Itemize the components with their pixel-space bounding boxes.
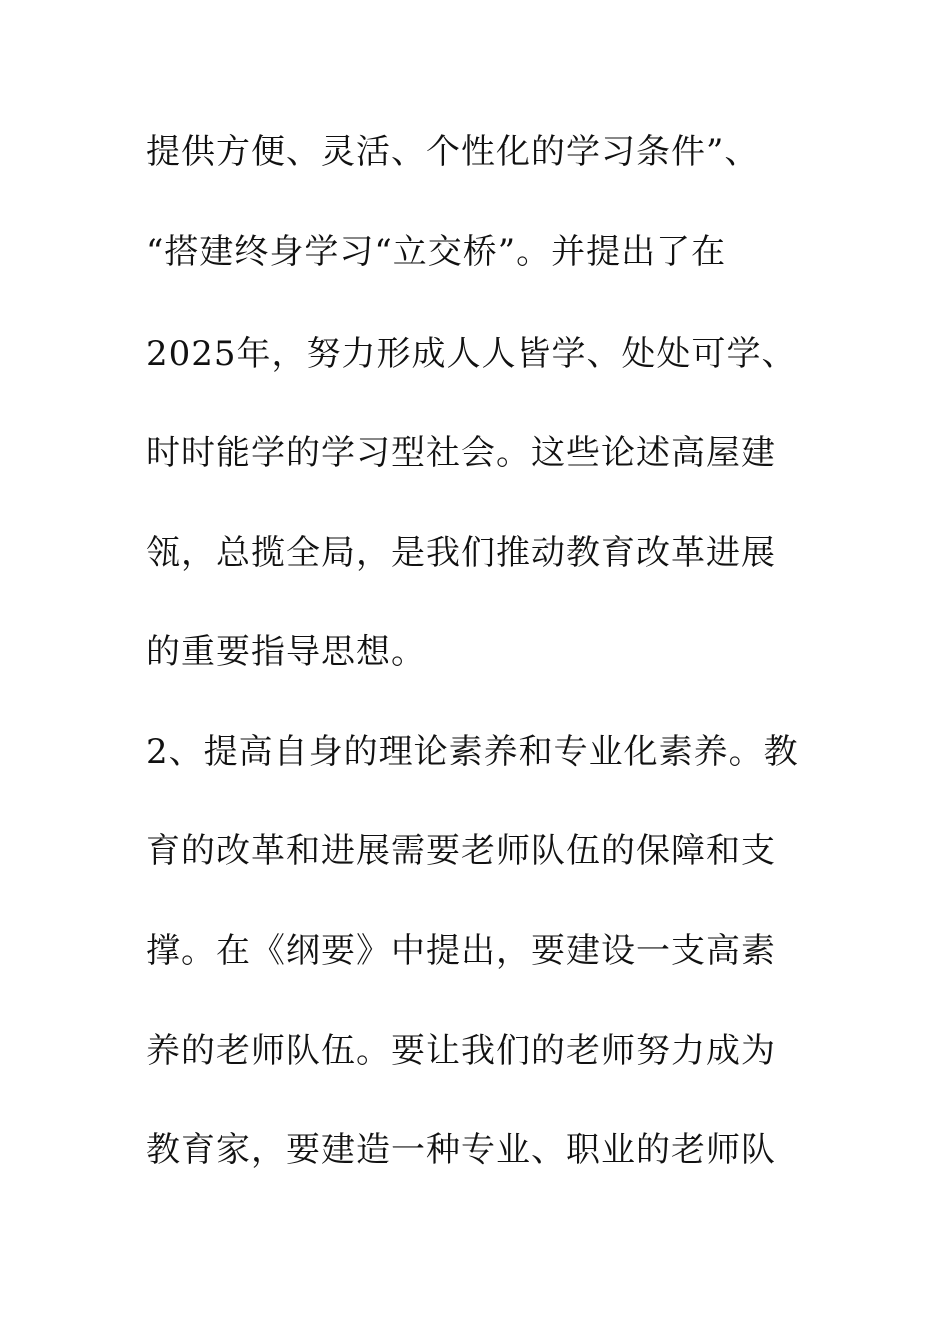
text-line: 育的改革和进展需要老师队伍的保障和支 <box>146 831 776 871</box>
text-line: 2、提高自身的理论素养和专业化素养。教 <box>146 732 799 772</box>
text-line: 撑。在《纲要》中提出，要建设一支高素 <box>146 931 776 971</box>
text-line: 教育家，要建造一种专业、职业的老师队 <box>146 1130 776 1170</box>
text-line: 养的老师队伍。要让我们的老师努力成为 <box>146 1031 776 1071</box>
text-line: 时时能学的学习型社会。这些论述高屋建 <box>146 433 776 473</box>
text-line: “搭建终身学习“立交桥”。并提出了在 <box>146 232 727 272</box>
text-line: 的重要指导思想。 <box>146 632 426 672</box>
text-line: 2025年，努力形成人人皆学、处处可学、 <box>146 334 797 374</box>
text-line: 提供方便、灵活、个性化的学习条件”、 <box>146 132 760 172</box>
text-line: 瓴，总揽全局，是我们推动教育改革进展 <box>146 533 776 573</box>
